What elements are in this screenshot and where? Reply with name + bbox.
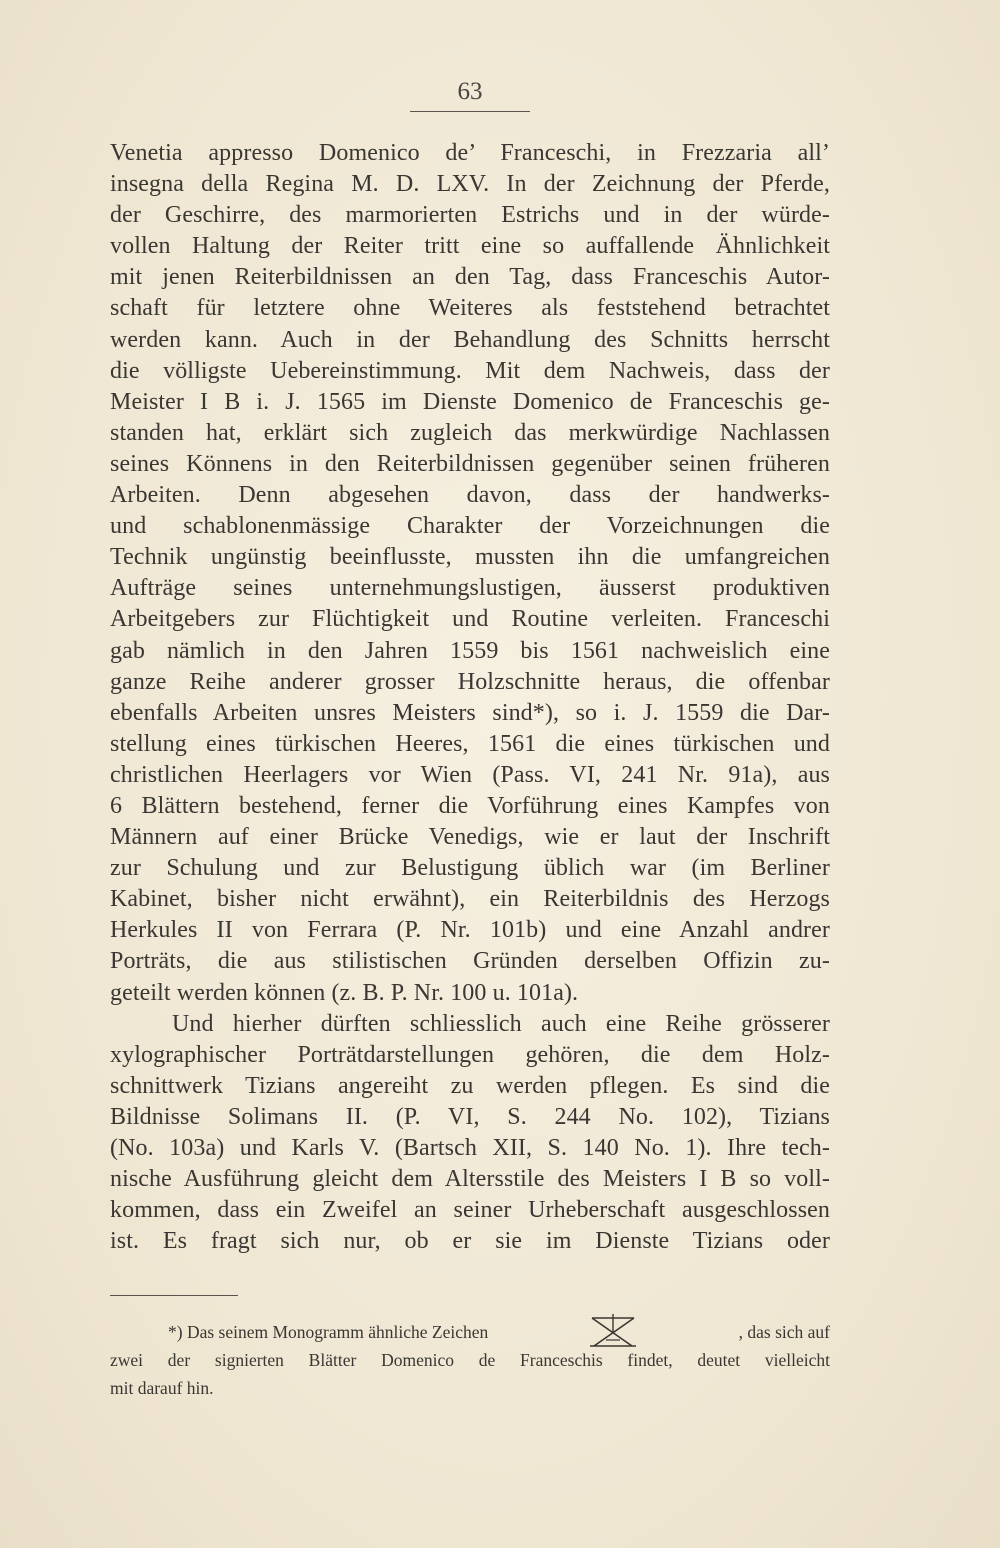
body-line: 6 Blättern bestehend, ferner die Vorführung eines Kampfes von (110, 792, 830, 819)
body-line: standen hat, erklärt sich zugleich das merkwürdige Nachlassen (110, 419, 830, 446)
body-line: seines Könnens in den Reiterbildnissen gegenüber seinen früheren (110, 450, 830, 477)
body-line: schaft für letztere ohne Weiteres als feststehend betrachtet (110, 295, 830, 322)
body-line: insegna della Regina M. D. LXV. In der Zeichnung der Pferde, (110, 171, 830, 198)
page-number: 63 (457, 78, 483, 105)
body-line: Herkules II von Ferrara (P. Nr. 101b) und eine Anzahl andrer (110, 917, 830, 944)
footnote-line (110, 1318, 830, 1346)
body-line: Venetia appresso Domenico de’ Franceschi, in Frezzaria all’ (110, 140, 830, 166)
footnote-text: *) Das seinem Monogramm ähnliche Zeichen (168, 1322, 489, 1342)
body-line: Meister I B i. J. 1565 im Dienste Domenico de Franceschis ge- (110, 388, 830, 415)
body-line: vollen Haltung der Reiter tritt eine so auffallende Ähnlichkeit (110, 233, 830, 260)
body-line: Bildnisse Solimans II. (P. VI, S. 244 No. 102), Tizians (110, 1103, 830, 1130)
body-line: Männern auf einer Brücke Venedigs, wie er laut der Inschrift (110, 824, 830, 851)
body-line: Kabinet, bisher nicht erwähnt), ein Reiterbildnis des Herzogs (110, 886, 830, 913)
body-line: Aufträge seines unternehmungslustigen, äusserst produktiven (110, 575, 830, 602)
body-text (110, 138, 830, 1257)
body-line: ist. Es fragt sich nur, ob er sie im Dienste Tizians oder (110, 1228, 830, 1255)
footnote-text: , das sich auf (738, 1322, 830, 1342)
body-line: Porträts, die aus stilistischen Gründen derselben Offizin zu- (110, 948, 830, 975)
footnote-line: mit darauf hin. (110, 1378, 214, 1398)
body-line: werden kann. Auch in der Behandlung des Schnitts herrscht (110, 326, 830, 353)
body-line: der Geschirre, des marmorierten Estrichs und in der würde- (110, 202, 830, 229)
body-line: ebenfalls Arbeiten unsres Meisters sind*), so i. J. 1559 die Dar- (110, 699, 830, 726)
footnote-line: zwei der signierten Blätter Domenico de Franceschis findet, deutet vielleicht (110, 1350, 830, 1370)
body-line: ganze Reihe anderer grosser Holzschnitte heraus, die offenbar (110, 668, 830, 695)
body-line: schnittwerk Tizians angereiht zu werden pflegen. Es sind die (110, 1072, 830, 1099)
body-line: Technik ungünstig beeinflusste, mussten ihn die umfangreichen (110, 544, 830, 571)
body-line: die völligste Uebereinstimmung. Mit dem Nachweis, dass der (110, 357, 830, 384)
body-line: nische Ausführung gleicht dem Altersstile des Meisters I B so voll- (110, 1166, 830, 1193)
body-line: und schablonenmässige Charakter der Vorzeichnungen die (110, 513, 830, 540)
body-line: (No. 103a) und Karls V. (Bartsch XII, S. 140 No. 1). Ihre tech- (110, 1135, 830, 1161)
body-line: zur Schulung und zur Belustigung üblich war (im Berliner (110, 855, 830, 882)
body-line: stellung eines türkischen Heeres, 1561 die eines türkischen und (110, 730, 830, 757)
body-line: geteilt werden können (z. B. P. Nr. 100 u. 101a). (110, 979, 579, 1006)
body-line: Arbeiten. Denn abgesehen davon, dass der handwerks- (110, 482, 830, 509)
body-line: xylographischer Porträtdarstellungen gehören, die dem Holz- (110, 1041, 830, 1068)
body-line: Und hierher dürften schliesslich auch eine Reihe grösserer (172, 1010, 830, 1037)
body-line: Arbeitgebers zur Flüchtigkeit und Routine verleiten. Franceschi (110, 606, 830, 633)
footnote-rule (110, 1295, 238, 1296)
footnote (110, 1318, 830, 1402)
body-line: gab nämlich in den Jahren 1559 bis 1561 nachweislich eine (110, 637, 830, 664)
body-line: christlichen Heerlagers vor Wien (Pass. VI, 241 Nr. 91a), aus (110, 761, 830, 788)
body-line: kommen, dass ein Zweifel an seiner Urheberschaft ausgeschlossen (110, 1197, 830, 1224)
header-rule (410, 111, 530, 112)
body-line: mit jenen Reiterbildnissen an den Tag, dass Franceschis Autor- (110, 264, 830, 291)
